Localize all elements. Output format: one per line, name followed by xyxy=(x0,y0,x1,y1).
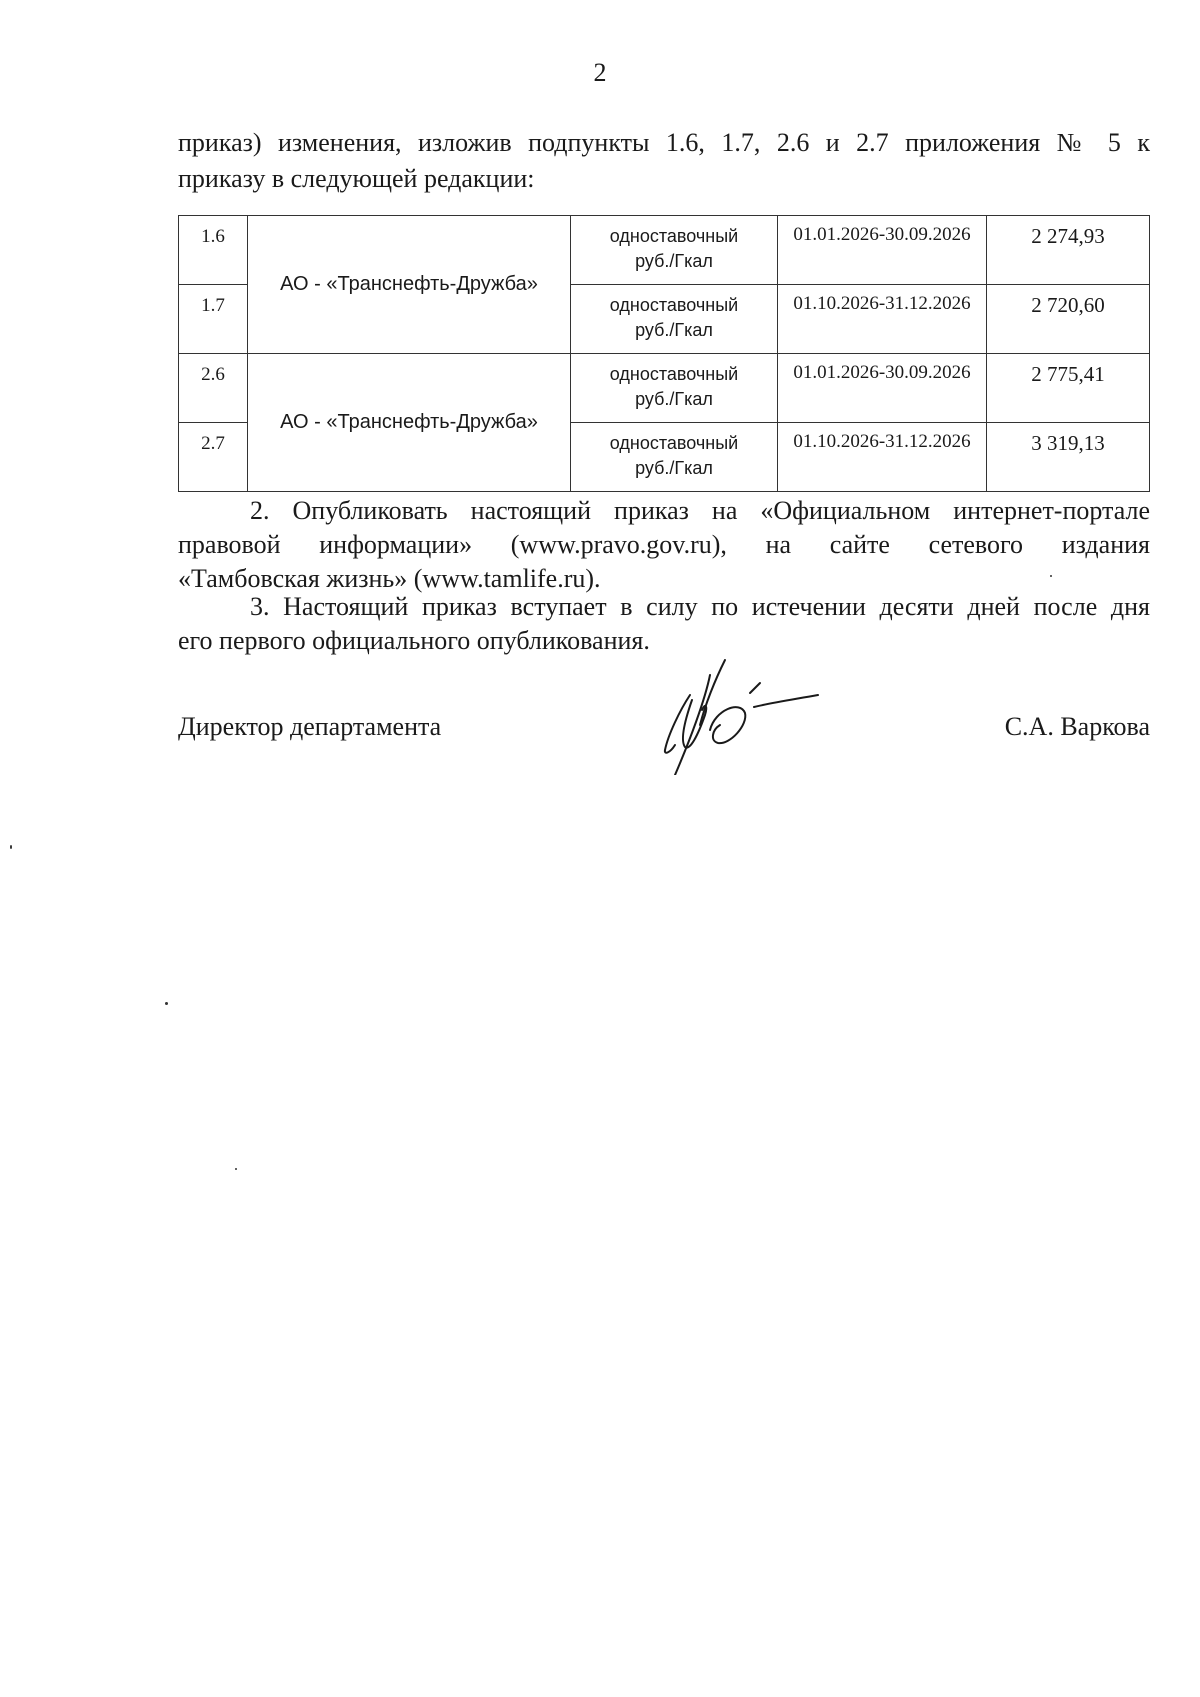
handwritten-signature xyxy=(650,655,850,775)
scan-speck xyxy=(1050,575,1052,577)
intro-line-2: приказу в следующей редакции: xyxy=(178,164,535,193)
table-row xyxy=(179,216,1150,285)
scan-speck xyxy=(235,1168,237,1170)
organization-cell: АО - «Транснефть-Дружба» xyxy=(248,354,571,492)
intro-paragraph xyxy=(178,125,1150,197)
tariff-unit: руб./Гкал xyxy=(635,251,713,271)
paragraph-line: 2. Опубликовать настоящий приказ на «Официальном интернет-портале xyxy=(250,496,1150,525)
tariff-type-cell xyxy=(571,216,778,285)
scan-speck xyxy=(165,1002,168,1005)
period-cell: 01.10.2026-31.12.2026 xyxy=(778,423,987,492)
paragraph-line: 3. Настоящий приказ вступает в силу по истечении десяти дней после дня xyxy=(250,592,1150,621)
period-cell: 01.01.2026-30.09.2026 xyxy=(778,216,987,285)
row-number: 2.6 xyxy=(179,354,248,423)
effective-date-paragraph xyxy=(178,590,1150,658)
scan-speck xyxy=(10,845,12,849)
tariff-table xyxy=(178,215,1150,492)
publication-paragraph xyxy=(178,494,1150,596)
tariff-type-cell xyxy=(571,285,778,354)
table-row xyxy=(179,354,1150,423)
tariff-unit: руб./Гкал xyxy=(635,320,713,340)
signatory-name: С.А. Варкова xyxy=(1004,712,1150,741)
tariff-type-cell xyxy=(571,423,778,492)
page-number: 2 xyxy=(593,58,607,87)
intro-line-1: приказ) изменения, изложив подпункты 1.6, 1.7, 2.6 и 2.7 приложения № 5 к xyxy=(178,128,1150,157)
tariff-type: одноставочный xyxy=(609,226,739,246)
paragraph-line: «Тамбовская жизнь» (www.tamlife.ru). xyxy=(178,564,601,593)
paragraph-line: правовой информации» (www.pravo.gov.ru), на сайте сетевого издания xyxy=(178,530,1150,559)
row-number: 1.6 xyxy=(179,216,248,285)
row-number: 2.7 xyxy=(179,423,248,492)
tariff-type: одноставочный xyxy=(609,433,739,453)
value-cell: 2 775,41 xyxy=(987,354,1150,423)
tariff-type-cell xyxy=(571,354,778,423)
tariff-unit: руб./Гкал xyxy=(635,389,713,409)
value-cell: 2 274,93 xyxy=(987,216,1150,285)
period-cell: 01.10.2026-31.12.2026 xyxy=(778,285,987,354)
organization-cell: АО - «Транснефть-Дружба» xyxy=(248,216,571,354)
row-number: 1.7 xyxy=(179,285,248,354)
tariff-type: одноставочный xyxy=(609,364,739,384)
period-cell: 01.01.2026-30.09.2026 xyxy=(778,354,987,423)
value-cell: 3 319,13 xyxy=(987,423,1150,492)
tariff-type: одноставочный xyxy=(609,295,739,315)
paragraph-line: его первого официального опубликования. xyxy=(178,626,650,655)
signatory-title: Директор департамента xyxy=(178,712,442,741)
tariff-unit: руб./Гкал xyxy=(635,458,713,478)
value-cell: 2 720,60 xyxy=(987,285,1150,354)
